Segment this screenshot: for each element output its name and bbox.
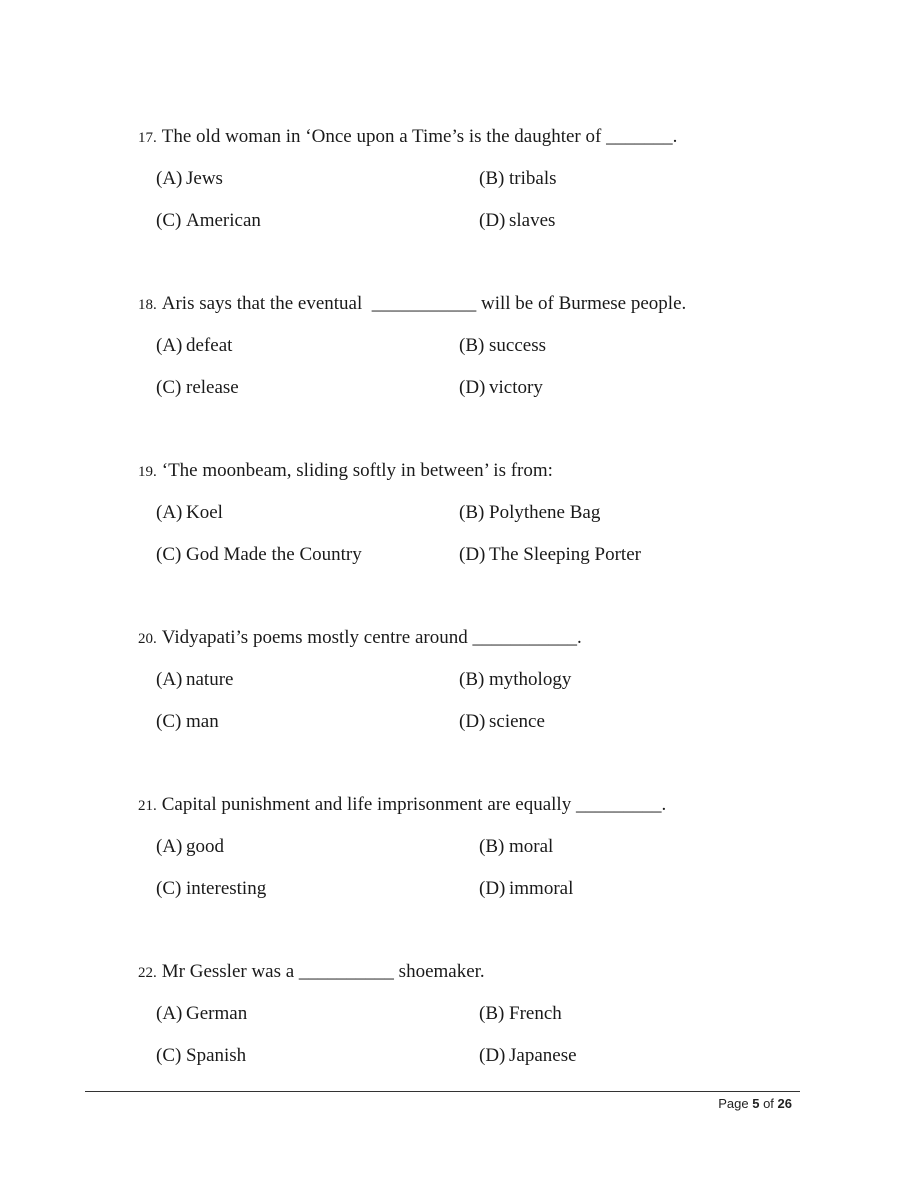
options-row-2 [156, 710, 796, 734]
question-number: 21. [138, 798, 157, 814]
option-b [459, 501, 600, 525]
option-letter: (B) [459, 669, 485, 690]
option-c [156, 209, 261, 233]
option-d [459, 710, 545, 734]
option-letter: (C) [156, 210, 182, 231]
option-letter: (C) [156, 878, 182, 899]
option-letter: (D) [479, 878, 506, 899]
option-a [156, 501, 223, 525]
footer-divider [85, 1091, 800, 1092]
option-text: Koel [186, 502, 223, 523]
option-text: success [489, 335, 546, 356]
option-d [459, 376, 543, 400]
option-a [156, 1002, 247, 1026]
question-number: 20. [138, 631, 157, 647]
option-c [156, 543, 362, 567]
question-22 [138, 960, 818, 1066]
option-text: defeat [186, 335, 233, 356]
option-letter: (A) [156, 335, 183, 356]
question-21 [138, 793, 818, 899]
option-text: Spanish [186, 1045, 247, 1066]
option-letter: (C) [156, 544, 182, 565]
option-letter: (B) [459, 335, 485, 356]
page-of: of [763, 1096, 774, 1111]
question-17 [138, 125, 818, 231]
question-20 [138, 626, 818, 732]
page-current: 5 [752, 1096, 760, 1111]
question-stem [138, 960, 818, 985]
option-letter: (A) [156, 502, 183, 523]
option-letter: (D) [459, 377, 486, 398]
question-number: 19. [138, 464, 157, 480]
option-a [156, 835, 224, 859]
option-d [479, 877, 573, 901]
question-text: The old woman in ‘Once upon a Time’s is the daughter of _______. [161, 126, 678, 147]
question-number: 17. [138, 130, 157, 146]
option-letter: (C) [156, 377, 182, 398]
question-stem [138, 626, 818, 651]
option-a [156, 668, 233, 692]
option-a [156, 167, 223, 191]
options-row-2 [156, 543, 796, 567]
options-row-2 [156, 209, 796, 233]
option-d [479, 209, 555, 233]
option-text: God Made the Country [186, 544, 362, 565]
option-letter: (B) [459, 502, 485, 523]
option-b [459, 668, 571, 692]
option-text: Jews [186, 168, 223, 189]
options-row-1 [156, 835, 796, 859]
question-text: Capital punishment and life imprisonment are equally _________. [161, 794, 667, 815]
options-row-2 [156, 1044, 796, 1068]
option-text: nature [186, 669, 234, 690]
option-letter: (A) [156, 1003, 183, 1024]
option-text: immoral [509, 878, 574, 899]
option-letter: (D) [479, 210, 506, 231]
question-stem [138, 793, 818, 818]
option-letter: (A) [156, 168, 183, 189]
option-letter: (B) [479, 168, 505, 189]
option-text: American [186, 210, 261, 231]
option-text: tribals [509, 168, 557, 189]
option-text: slaves [509, 210, 556, 231]
option-text: release [186, 377, 239, 398]
question-text: ‘The moonbeam, sliding softly in between’ is from: [161, 460, 553, 481]
option-c [156, 376, 239, 400]
page-number [718, 1096, 792, 1111]
option-text: French [509, 1003, 562, 1024]
option-text: victory [489, 377, 543, 398]
options-row-1 [156, 167, 796, 191]
page-prefix: Page [718, 1096, 749, 1111]
options-row-1 [156, 668, 796, 692]
page-total: 26 [777, 1096, 792, 1111]
option-letter: (C) [156, 1045, 182, 1066]
question-text: Mr Gessler was a __________ shoemaker. [161, 961, 485, 982]
option-c [156, 877, 266, 901]
option-letter: (A) [156, 669, 183, 690]
option-text: good [186, 836, 224, 857]
option-d [459, 543, 641, 567]
question-text: Vidyapati’s poems mostly centre around ___________. [161, 627, 582, 648]
option-text: interesting [186, 878, 267, 899]
question-number: 22. [138, 965, 157, 981]
option-text: German [186, 1003, 248, 1024]
option-b [479, 167, 557, 191]
option-c [156, 1044, 246, 1068]
option-d [479, 1044, 577, 1068]
question-text: Aris says that the eventual ___________ will be of Burmese people. [161, 293, 687, 314]
option-b [479, 835, 553, 859]
option-text: Japanese [509, 1045, 577, 1066]
option-b [459, 334, 546, 358]
option-a [156, 334, 232, 358]
option-text: The Sleeping Porter [489, 544, 641, 565]
options-row-1 [156, 1002, 796, 1026]
option-text: Polythene Bag [489, 502, 601, 523]
option-c [156, 710, 219, 734]
option-text: mythology [489, 669, 572, 690]
options-row-2 [156, 877, 796, 901]
option-text: science [489, 711, 545, 732]
option-letter: (B) [479, 1003, 505, 1024]
question-stem [138, 292, 818, 317]
option-letter: (D) [479, 1045, 506, 1066]
option-letter: (B) [479, 836, 505, 857]
question-number: 18. [138, 297, 157, 313]
options-row-1 [156, 334, 796, 358]
options-row-1 [156, 501, 796, 525]
option-letter: (C) [156, 711, 182, 732]
option-letter: (D) [459, 711, 486, 732]
options-row-2 [156, 376, 796, 400]
option-text: moral [509, 836, 554, 857]
question-stem [138, 459, 818, 484]
question-19 [138, 459, 818, 565]
question-stem [138, 125, 818, 150]
question-18 [138, 292, 818, 398]
option-letter: (A) [156, 836, 183, 857]
option-b [479, 1002, 562, 1026]
option-letter: (D) [459, 544, 486, 565]
option-text: man [186, 711, 219, 732]
